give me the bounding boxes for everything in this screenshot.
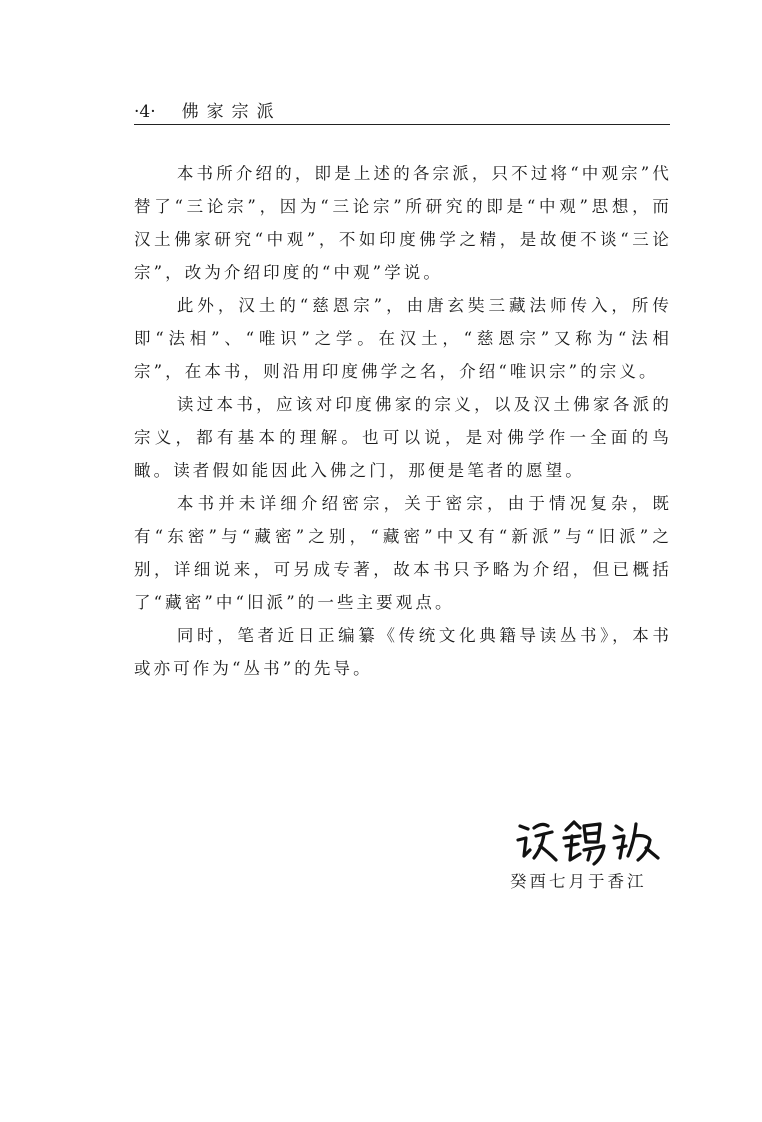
paragraph: 本书并未详细介绍密宗，关于密宗，由于情况复杂，既有“东密”与“藏密”之别，“藏密”中又有“新派”与“旧派”之别，详细说来，可另成专著，故本书只予略为介绍，但已概括了“藏密”中“旧派”的一些主要观点。 bbox=[134, 494, 672, 612]
handwritten-signature bbox=[514, 812, 664, 870]
paragraph: 此外，汉土的“慈恩宗”，由唐玄奘三藏法师传入，所传即“法相”、“唯识”之学。在汉土，“慈恩宗”又称为“法相宗”，在本书，则沿用印度佛学之名，介绍“唯识宗”的宗义。 bbox=[134, 296, 672, 381]
paragraph: 同时，笔者近日正编纂《传统文化典籍导读丛书》，本书或亦可作为“丛书”的先导。 bbox=[134, 626, 672, 678]
page-number: ·4· bbox=[134, 102, 156, 122]
running-header bbox=[134, 96, 670, 122]
signature-drawing bbox=[514, 812, 664, 870]
header-rule bbox=[134, 124, 670, 125]
signature-date: 癸酉七月于香江 bbox=[510, 872, 647, 891]
paragraph: 读过本书，应该对印度佛家的宗义，以及汉土佛家各派的宗义，都有基本的理解。也可以说，是对佛学作一全面的鸟瞰。读者假如能因此入佛之门，那便是笔者的愿望。 bbox=[134, 395, 672, 480]
body-text bbox=[134, 157, 672, 685]
running-title: 佛家宗派 bbox=[181, 102, 282, 122]
paragraph: 本书所介绍的，即是上述的各宗派，只不过将“中观宗”代替了“三论宗”，因为“三论宗”所研究的即是“中观”思想，而汉土佛家研究“中观”，不如印度佛学之精，是故便不谈“三论宗”，改为介绍印度的“中观”学说。 bbox=[134, 164, 672, 282]
